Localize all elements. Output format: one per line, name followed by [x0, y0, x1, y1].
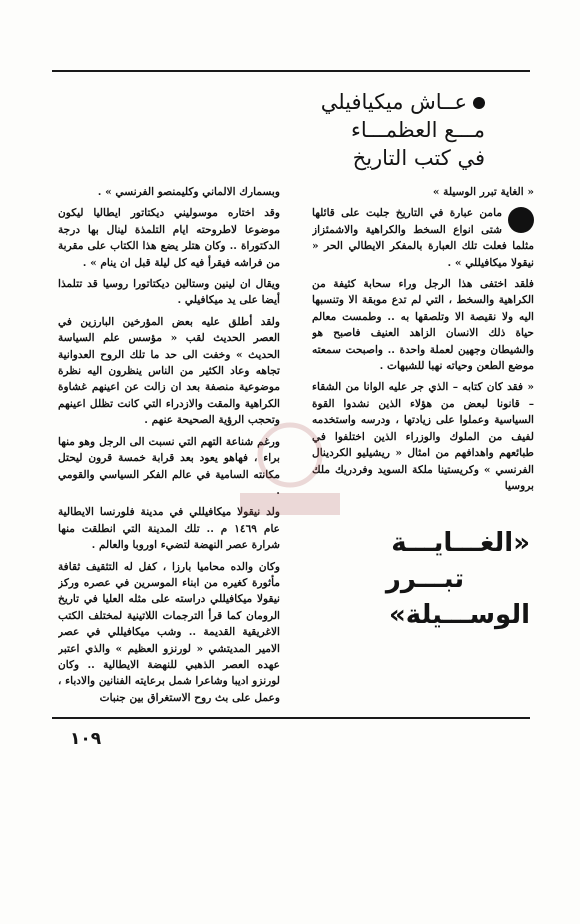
paragraph: ويقال ان لينين وستالين ديكتاتورا روسيا قد تتلمذا أيضا على يد ميكافيلي . — [58, 278, 280, 307]
paragraph: مامن عبارة في التاريخ جلبت على قائلها شتى انواع السخط والكراهية والاشمئزاز مثلما فعلت تلك العبارة بالمفكر الايطالي الحر « نيقولا ميكافيللي » . — [312, 207, 534, 269]
paragraph: وكان والده محاميا بارزا ، كفل له التثقيف ثقافة مأثورة كغيره من ابناء الموسرين في عصره وركز نيقولا ميكافيللي دراسته على مثله العليا في تاريخ الرومان كما قرأ الترجمات اللاتينية لمختلف الكتب الاغريقية القديمة .. وشب ميكافيللي في عصر الامير المديتشي « لورنزو العظيم » والذي اعتبر عهده العصر الذهبي للنهضة الايطالية .. وكان لورنزو اديبا وشاعرا شمل برعايته الفنانين والادباء ، وعمل على بث روح الاستغراق بين جنبات — [58, 560, 280, 704]
headline-line-3: في كتب التاريخ — [352, 146, 485, 170]
pull-quote-line-1: «الغـــايـــة — [391, 528, 530, 558]
paragraph: ولقد أطلق عليه بعض المؤرخين البارزين في العصر الحديث لقب « مؤسس علم السياسة الحديث » وخفت الى حد ما تلك الروح العدوانية تجاهه وعاد الكثير من الناس ينظرون اليه نظرة موضوعية منصفة بعد ان زالت عن اعينهم غشاوة الكراهية والمقت والازدراء التي كانت تظلل اعينهم وتحجب الرؤية الصحيحة عنهم . — [58, 315, 280, 427]
top-rule — [52, 70, 530, 72]
headline-line-1: عــاش ميكيافيلي — [295, 88, 485, 116]
pull-quote-line-2: تبـــرر — [385, 564, 465, 594]
paragraph: ورغم شناعة التهم التي نسبت الى الرجل وهو منها براء ، فهاهو يعود بعد قرابة خمسة قرون ليحتل مكانته السامية في عالم الفكر السياسي والقومي . — [58, 435, 280, 497]
left-column — [58, 184, 280, 709]
paragraph: « فقد كان كتابه – الذي جر عليه الوانا من الشقاء – قانونا لبعض من هؤلاء الذين نشدوا القوة السياسية وعملوا على زيادتها ، ودرسه واستخدمه لفيف من الملوك والوزراء الذين اختلفوا في طبائعهم واهدافهم من امثال « ريشيليو الكردينال الفرنسي » وكريستينا ملكة السويد وفردريك ملك بروسيا — [312, 381, 534, 492]
right-column — [312, 184, 534, 514]
paragraph: ولد نيقولا ميكافيللي في مدينة فلورنسا الايطالية عام ١٤٦٩ م .. تلك المدينة التي انطلقت منها شرارة عصر النهضة لتضيء اوروبا والعالم . — [58, 506, 280, 552]
bottom-rule — [52, 717, 530, 719]
pull-quote-line-3: الوســـيلة» — [389, 600, 530, 630]
headline-line-2: مـــع العظمـــاء — [350, 118, 485, 142]
right-column-heading: « الغاية تبرر الوسيلة » — [432, 186, 534, 198]
article-headline — [295, 88, 485, 172]
paragraph: وقد اختاره موسوليني ديكتاتور ايطاليا ليكون موضوعا لاطروحته ايام التلمذة لينال بها درجة الدكتوراة .. وكان هتلر يضع هذا الكتاب على مقربة من فراشه فيقرأ فيه كل ليلة قبل ان ينام » . — [58, 207, 280, 269]
paragraph: وبسمارك الالماني وكليمنصو الفرنسي » . — [97, 186, 280, 198]
paragraph: فلقد اختفى هذا الرجل وراء سحابة كثيفة من الكراهية والسخط ، التي لم تدع موبقة الا وتنسبها اليه ولا نقيصة الا وتلصقها به .. وطمست معالم حياة ذلك الانسان الزاهد العنيف فاصبح هو والشيطان وجهين لعملة واحدة .. واصبحت سمعته موضع الطعن وحياته نهبا للشبهات . — [312, 278, 534, 373]
page-number: ١٠٩ — [70, 729, 102, 749]
bullet-icon — [473, 97, 485, 109]
pull-quote — [320, 525, 530, 633]
dropcap-bullet-icon — [508, 207, 534, 233]
